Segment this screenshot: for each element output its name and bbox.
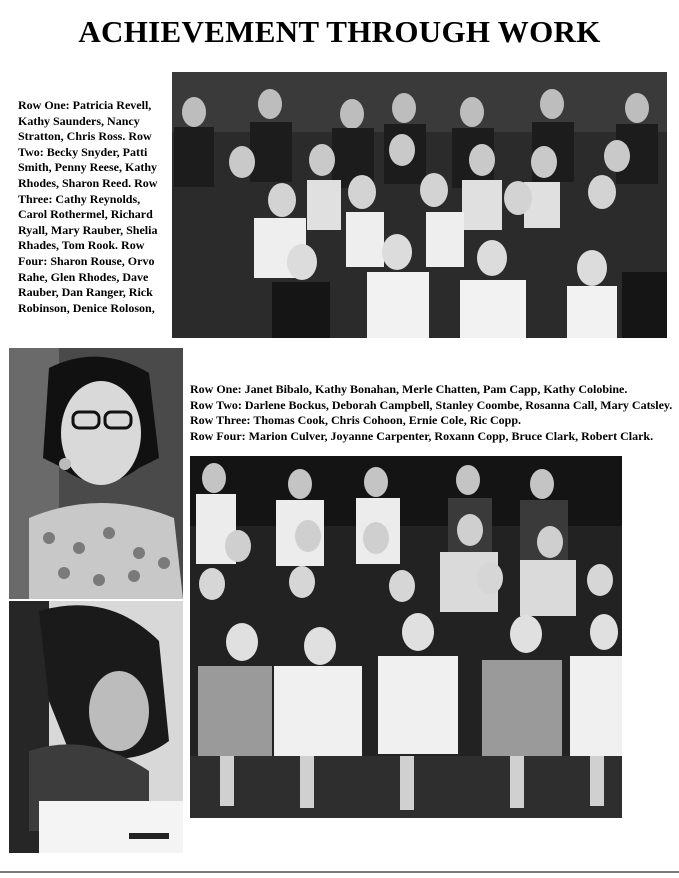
group2-row-four: Row Four: Marion Culver, Joyanne Carpenter, Roxann Copp, Bruce Clark, Robert Clark.: [190, 428, 654, 443]
group2-row-three: Row Three: Thomas Cook, Chris Cohoon, Ernie Cole, Ric Copp.: [190, 413, 522, 428]
group-photo-top: [172, 72, 667, 338]
page-title: ACHIEVEMENT THROUGH WORK: [78, 14, 601, 49]
student-working-photo: [9, 601, 183, 853]
footer-rule: [0, 871, 679, 873]
group2-caption: [190, 382, 676, 444]
group2-row-one: Row One: Janet Bibalo, Kathy Bonahan, Merle Chatten, Pam Capp, Kathy Colobine.: [190, 382, 628, 396]
portrait-photo: [9, 348, 183, 599]
group-photo-bottom: [190, 456, 622, 818]
group1-caption: Row One: Patricia Revell, Kathy Saunders, Nancy Stratton, Chris Ross. Row Two: Becky Snyder, Patti Smith, Penny Reese, Kathy Rhodes, Sharon Reed. Row Three: Cathy Reynolds, Carol Rothermel, Richard Ryall, Mary Rauber, Shelia Rhades, Tom Rook. Row Four: Sharon Rouse, Orvo Rahe, Glen Rhodes, Dave Rauber, Dan Ranger, Rick Robinson, Denice Roloson,: [18, 98, 158, 315]
group2-row-two: Row Two: Darlene Bockus, Deborah Campbell, Stanley Coombe, Rosanna Call, Mary Catsley.: [190, 397, 673, 412]
